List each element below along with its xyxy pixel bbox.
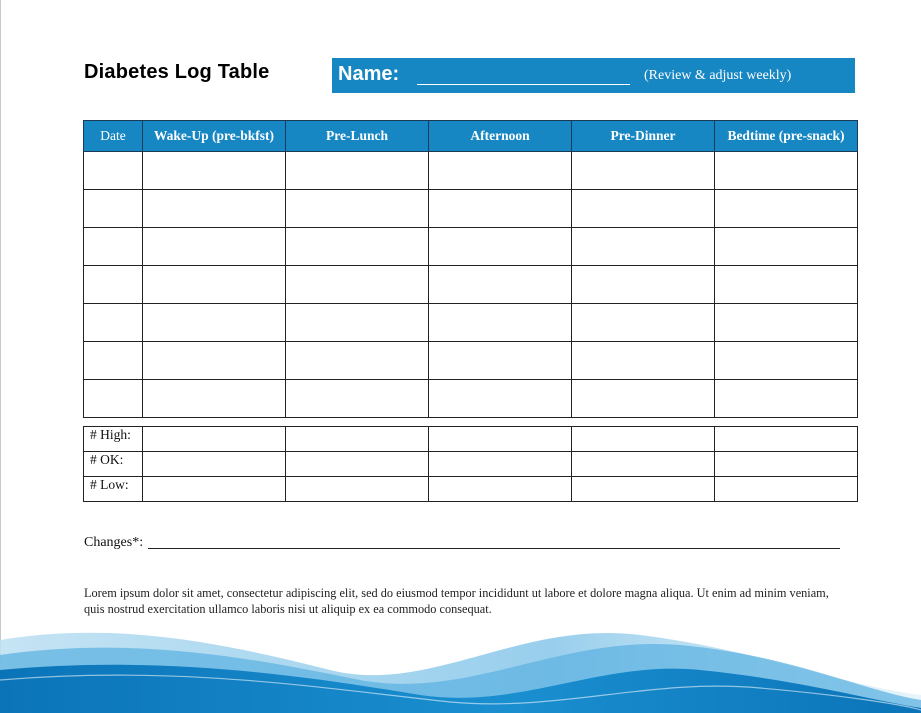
reading-cell[interactable] bbox=[143, 228, 286, 266]
summary-cell[interactable] bbox=[715, 427, 858, 452]
reading-cell[interactable] bbox=[429, 152, 572, 190]
reading-cell[interactable] bbox=[572, 190, 715, 228]
date-cell[interactable] bbox=[84, 342, 143, 380]
changes-field-line[interactable] bbox=[148, 548, 840, 549]
header-wake-up: Wake-Up (pre-bkfst) bbox=[143, 121, 286, 152]
reading-cell[interactable] bbox=[143, 266, 286, 304]
reading-cell[interactable] bbox=[286, 342, 429, 380]
table-row bbox=[84, 190, 858, 228]
summary-label-high: # High: bbox=[84, 427, 143, 452]
reading-cell[interactable] bbox=[715, 342, 858, 380]
summary-label-ok: # OK: bbox=[84, 452, 143, 477]
reading-cell[interactable] bbox=[429, 190, 572, 228]
table-row bbox=[84, 228, 858, 266]
review-note: (Review & adjust weekly) bbox=[644, 68, 792, 83]
reading-cell[interactable] bbox=[715, 190, 858, 228]
summary-cell[interactable] bbox=[286, 452, 429, 477]
header-bedtime: Bedtime (pre-snack) bbox=[715, 121, 858, 152]
name-label: Name: bbox=[338, 63, 400, 85]
summary-cell[interactable] bbox=[715, 477, 858, 502]
reading-cell[interactable] bbox=[429, 304, 572, 342]
table-row bbox=[84, 342, 858, 380]
table-row bbox=[84, 152, 858, 190]
reading-cell[interactable] bbox=[143, 342, 286, 380]
reading-cell[interactable] bbox=[429, 228, 572, 266]
summary-cell[interactable] bbox=[572, 452, 715, 477]
reading-cell[interactable] bbox=[572, 342, 715, 380]
reading-cell[interactable] bbox=[715, 380, 858, 418]
summary-label-low: # Low: bbox=[84, 477, 143, 502]
reading-cell[interactable] bbox=[286, 304, 429, 342]
summary-table bbox=[83, 426, 858, 502]
header-date: Date bbox=[84, 121, 143, 152]
reading-cell[interactable] bbox=[143, 190, 286, 228]
date-cell[interactable] bbox=[84, 152, 143, 190]
reading-cell[interactable] bbox=[572, 266, 715, 304]
date-cell[interactable] bbox=[84, 266, 143, 304]
summary-row-ok bbox=[84, 452, 858, 477]
date-cell[interactable] bbox=[84, 190, 143, 228]
changes-label: Changes*: bbox=[84, 535, 144, 550]
name-field-line[interactable] bbox=[417, 84, 630, 85]
summary-cell[interactable] bbox=[715, 452, 858, 477]
reading-cell[interactable] bbox=[143, 304, 286, 342]
summary-row-low bbox=[84, 477, 858, 502]
summary-row-high bbox=[84, 427, 858, 452]
reading-cell[interactable] bbox=[715, 266, 858, 304]
reading-cell[interactable] bbox=[429, 342, 572, 380]
summary-cell[interactable] bbox=[429, 452, 572, 477]
page-title: Diabetes Log Table bbox=[84, 61, 270, 83]
log-table-body bbox=[84, 152, 858, 418]
wave-decoration bbox=[0, 600, 921, 713]
date-cell[interactable] bbox=[84, 228, 143, 266]
reading-cell[interactable] bbox=[143, 152, 286, 190]
reading-cell[interactable] bbox=[286, 190, 429, 228]
reading-cell[interactable] bbox=[286, 152, 429, 190]
summary-cell[interactable] bbox=[286, 427, 429, 452]
reading-cell[interactable] bbox=[572, 380, 715, 418]
reading-cell[interactable] bbox=[572, 152, 715, 190]
summary-cell[interactable] bbox=[143, 477, 286, 502]
reading-cell[interactable] bbox=[286, 380, 429, 418]
header-pre-lunch: Pre-Lunch bbox=[286, 121, 429, 152]
summary-cell[interactable] bbox=[429, 427, 572, 452]
summary-cell[interactable] bbox=[143, 452, 286, 477]
summary-cell[interactable] bbox=[572, 427, 715, 452]
reading-cell[interactable] bbox=[572, 304, 715, 342]
summary-cell[interactable] bbox=[143, 427, 286, 452]
reading-cell[interactable] bbox=[572, 228, 715, 266]
log-table-header bbox=[84, 121, 858, 152]
reading-cell[interactable] bbox=[143, 380, 286, 418]
table-row bbox=[84, 304, 858, 342]
reading-cell[interactable] bbox=[715, 228, 858, 266]
date-cell[interactable] bbox=[84, 304, 143, 342]
reading-cell[interactable] bbox=[429, 266, 572, 304]
reading-cell[interactable] bbox=[715, 304, 858, 342]
reading-cell[interactable] bbox=[286, 266, 429, 304]
summary-cell[interactable] bbox=[572, 477, 715, 502]
summary-cell[interactable] bbox=[286, 477, 429, 502]
reading-cell[interactable] bbox=[429, 380, 572, 418]
footer-text: Lorem ipsum dolor sit amet, consectetur adipiscing elit, sed do eiusmod tempor incididunt ut labore et dolore magna aliqua. Ut enim ad minim veniam, quis nostrud exercitation ullamco laboris nisi ut aliquip ex ea commodo consequat. bbox=[84, 586, 829, 616]
date-cell[interactable] bbox=[84, 380, 143, 418]
table-row bbox=[84, 380, 858, 418]
name-bar bbox=[332, 58, 855, 93]
log-table bbox=[83, 120, 858, 418]
header-pre-dinner: Pre-Dinner bbox=[572, 121, 715, 152]
summary-cell[interactable] bbox=[429, 477, 572, 502]
table-row bbox=[84, 266, 858, 304]
reading-cell[interactable] bbox=[715, 152, 858, 190]
reading-cell[interactable] bbox=[286, 228, 429, 266]
header-afternoon: Afternoon bbox=[429, 121, 572, 152]
